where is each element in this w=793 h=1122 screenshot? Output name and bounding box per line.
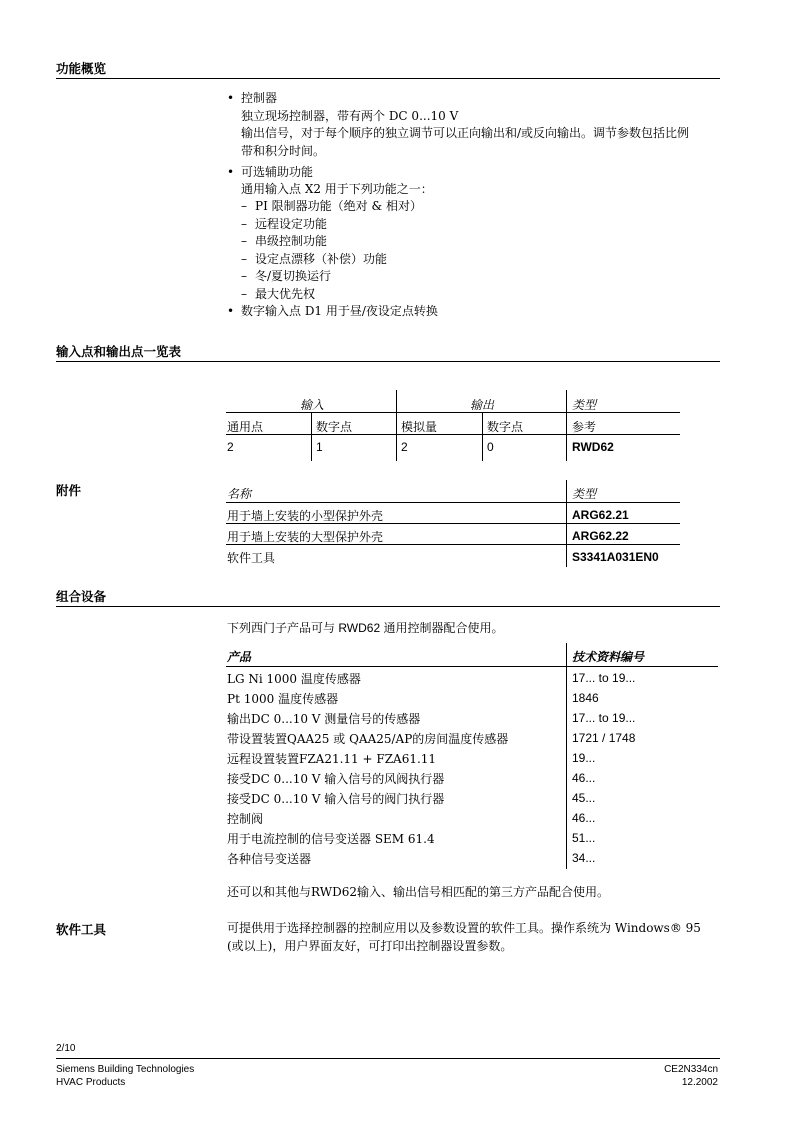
combination-col-product: 产品 xyxy=(227,650,252,664)
product-name: 输出DC 0...10 V 测量信号的传感器 xyxy=(227,712,421,726)
io-header: 数字点 xyxy=(487,420,524,434)
aux-item: 冬/夏切换运行 xyxy=(255,269,332,283)
section-heading-software: 软件工具 xyxy=(56,922,107,937)
datasheet-number: 1721 / 1748 xyxy=(572,731,636,745)
accessory-name: 软件工具 xyxy=(227,551,276,565)
aux-item: 远程设定功能 xyxy=(255,217,328,231)
footer-company: Siemens Building Technologies xyxy=(56,1064,195,1075)
product-name: 控制阀 xyxy=(227,812,264,826)
combination-col-datasheet: 技术资料编号 xyxy=(572,650,645,664)
dash-icon: – xyxy=(241,252,247,266)
aux-item: PI 限制器功能（绝对 & 相对） xyxy=(255,199,422,213)
datasheet-number: 17... to 19... xyxy=(572,671,636,685)
table-rule xyxy=(226,434,680,435)
controller-title: 控制器 xyxy=(241,91,278,105)
io-cell: 0 xyxy=(487,440,494,454)
controller-desc-3: 带和积分时间。 xyxy=(241,144,326,158)
io-cell: 1 xyxy=(316,440,323,454)
combination-outro: 还可以和其他与RWD62输入、输出信号相匹配的第三方产品配合使用。 xyxy=(227,885,609,899)
bullet-icon: • xyxy=(227,304,235,318)
product-name: 接受DC 0...10 V 输入信号的风阀执行器 xyxy=(227,772,445,786)
table-rule xyxy=(226,544,680,545)
product-name: LG Ni 1000 温度传感器 xyxy=(227,672,361,686)
footer-rule xyxy=(56,1058,720,1059)
table-divider xyxy=(311,413,312,461)
controller-desc-1: 独立现场控制器，带有两个 DC 0...10 V xyxy=(241,109,459,123)
io-cell-reference: RWD62 xyxy=(572,440,614,454)
section-heading-accessories: 附件 xyxy=(56,483,82,498)
accessories-col-type: 类型 xyxy=(572,487,597,501)
software-desc-1: 可提供用于选择控制器的控制应用以及参数设置的软件工具。操作系统为 Windows® 95 xyxy=(227,921,701,935)
aux-item: 串级控制功能 xyxy=(255,234,328,248)
accessory-type: ARG62.22 xyxy=(572,529,629,543)
io-group-output: 输出 xyxy=(470,398,495,412)
product-name: 各种信号变送器 xyxy=(227,852,312,866)
controller-desc-2: 输出信号，对于每个顺序的独立调节可以正向输出和/或反向输出。调节参数包括比例 xyxy=(241,126,690,140)
table-rule xyxy=(226,523,680,524)
table-divider xyxy=(396,390,397,412)
software-desc-2: (或以上)，用户界面友好，可打印出控制器设置参数。 xyxy=(227,939,513,953)
table-rule xyxy=(226,502,680,503)
dash-icon: – xyxy=(241,269,247,283)
footer-division: HVAC Products xyxy=(56,1077,126,1088)
table-rule xyxy=(226,666,718,667)
section-heading-io-list: 输入点和输出点一览表 xyxy=(56,344,182,359)
dash-icon: – xyxy=(241,287,247,301)
dash-icon: – xyxy=(241,199,247,213)
section-heading-combination: 组合设备 xyxy=(56,589,107,604)
section-rule xyxy=(56,78,720,79)
aux-item: 最大优先权 xyxy=(255,287,316,301)
aux-desc: 通用输入点 X2 用于下列功能之一： xyxy=(241,182,433,196)
table-divider xyxy=(482,413,483,461)
accessory-name: 用于墙上安装的小型保护外壳 xyxy=(227,509,384,523)
dash-icon: – xyxy=(241,217,247,231)
dash-icon: – xyxy=(241,234,247,248)
product-name: 带设置装置QAA25 或 QAA25/AP的房间温度传感器 xyxy=(227,732,509,746)
accessory-type: S3341A031EN0 xyxy=(572,550,659,564)
bullet-icon: • xyxy=(227,165,235,179)
datasheet-number: 1846 xyxy=(572,691,599,705)
io-group-type: 类型 xyxy=(572,398,597,412)
aux-title: 可选辅助功能 xyxy=(241,165,314,179)
section-heading-function-overview: 功能概览 xyxy=(56,61,107,76)
io-header: 模拟量 xyxy=(401,420,438,434)
table-divider xyxy=(566,643,567,869)
io-cell: 2 xyxy=(401,440,408,454)
product-name: 用于电流控制的信号变送器 SEM 61.4 xyxy=(227,832,435,846)
table-divider xyxy=(566,390,567,412)
page-number: 2/10 xyxy=(56,1043,76,1054)
io-header: 参考 xyxy=(572,420,597,434)
product-name: 接受DC 0...10 V 输入信号的阀门执行器 xyxy=(227,792,445,806)
footer-date: 12.2002 xyxy=(681,1077,718,1088)
io-header: 数字点 xyxy=(316,420,353,434)
io-group-input: 输入 xyxy=(300,398,325,412)
product-name: 远程设置装置FZA21.11 + FZA61.11 xyxy=(227,752,437,766)
section-rule xyxy=(56,606,720,607)
datasheet-number: 45... xyxy=(572,791,596,805)
datasheet-number: 17... to 19... xyxy=(572,711,636,725)
table-divider xyxy=(566,413,567,461)
combination-intro: 下列西门子产品可与 RWD62 通用控制器配合使用。 xyxy=(227,621,504,635)
product-name: Pt 1000 温度传感器 xyxy=(227,692,339,706)
datasheet-number: 46... xyxy=(572,771,596,785)
digital-input-desc: 数字输入点 D1 用于昼/夜设定点转换 xyxy=(241,304,438,318)
footer-doc-number: CE2N334cn xyxy=(664,1064,718,1075)
bullet-icon: • xyxy=(227,91,235,105)
datasheet-number: 46... xyxy=(572,811,596,825)
accessories-col-name: 名称 xyxy=(227,487,252,501)
table-rule xyxy=(226,412,680,413)
table-divider xyxy=(396,413,397,461)
aux-item: 设定点漂移（补偿）功能 xyxy=(255,252,388,266)
io-cell: 2 xyxy=(227,440,234,454)
io-header: 通用点 xyxy=(227,420,264,434)
datasheet-number: 51... xyxy=(572,831,596,845)
accessory-type: ARG62.21 xyxy=(572,508,629,522)
datasheet-number: 19... xyxy=(572,751,596,765)
section-rule xyxy=(56,361,720,362)
accessory-name: 用于墙上安装的大型保护外壳 xyxy=(227,530,384,544)
datasheet-number: 34... xyxy=(572,851,596,865)
